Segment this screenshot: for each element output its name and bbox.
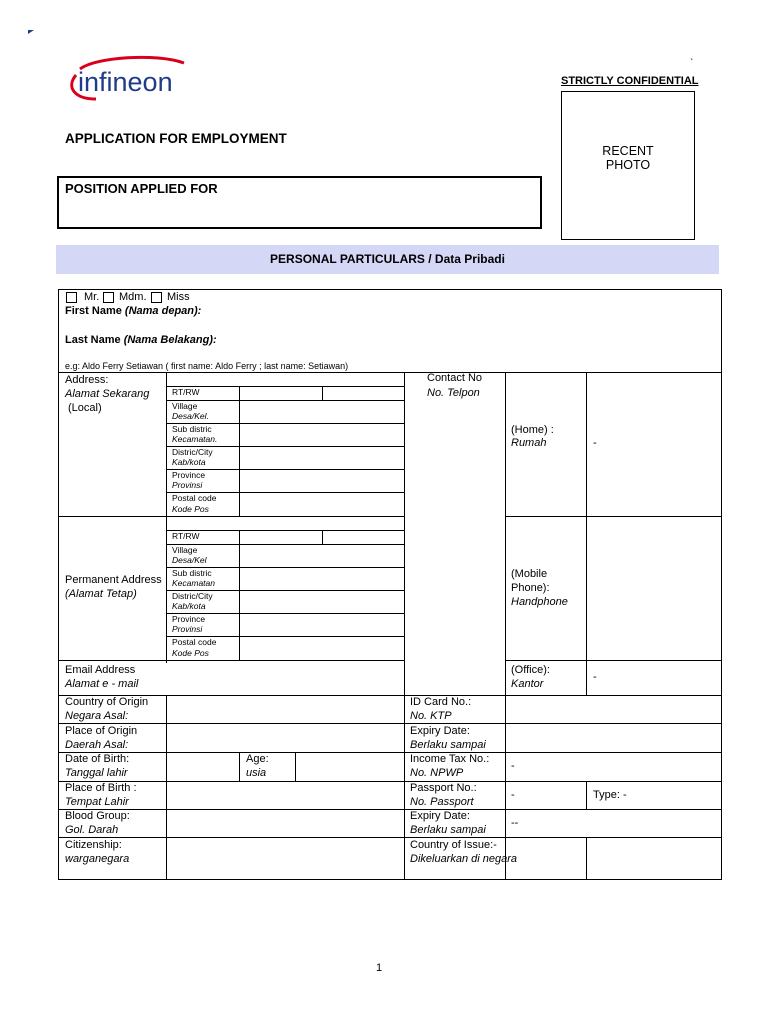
- perm-village-label: Village: [172, 545, 198, 555]
- personal-particulars-table: [58, 289, 722, 880]
- mdm-checkbox[interactable]: [103, 292, 114, 303]
- photo-label-line2: PHOTO: [605, 158, 651, 172]
- citizenship-sub: warganegara: [65, 853, 130, 865]
- country-origin-sub: Negara Asal:: [65, 710, 129, 722]
- local-village-sub: Desa/Kel.: [172, 411, 209, 421]
- local-province-sub: Provinsi: [172, 480, 203, 490]
- mobile-phone-label-1: (Mobile: [511, 568, 548, 580]
- passport-expiry-label: Expiry Date:: [410, 810, 470, 822]
- perm-village-sub: Desa/Kel: [172, 555, 207, 565]
- page-number: 1: [376, 962, 383, 974]
- perm-city-sub: Kab/kota: [172, 601, 206, 611]
- perm-rtrw-label: RT/RW: [172, 531, 200, 541]
- id-card-label: ID Card No.:: [410, 696, 472, 708]
- infineon-logo: [66, 55, 196, 105]
- position-applied-field[interactable]: [57, 176, 542, 229]
- office-phone-label: (Office):: [511, 664, 550, 676]
- email-sub: Alamat e - mail: [65, 678, 139, 690]
- perm-address-label: Permanent Address: [65, 574, 162, 586]
- dob-sub: Tanggal lahir: [65, 767, 128, 779]
- blood-group-sub: Gol. Darah: [65, 824, 119, 836]
- local-city-sub: Kab/kota: [172, 457, 206, 467]
- perm-city-label: Distric/City: [172, 591, 213, 601]
- tax-label: Income Tax No.:: [410, 753, 490, 765]
- miss-label: Miss: [167, 291, 190, 303]
- section-header: [56, 245, 719, 274]
- position-applied-label: POSITION APPLIED FOR: [65, 181, 218, 196]
- expiry-date-label: Expiry Date:: [410, 725, 470, 737]
- country-origin-label: Country of Origin: [65, 696, 149, 708]
- tick-mark: `: [690, 58, 694, 69]
- passport-value[interactable]: -: [511, 789, 515, 801]
- pob-sub: Tempat Lahir: [65, 796, 129, 808]
- local-rtrw-label: RT/RW: [172, 387, 200, 397]
- perm-subdistric-sub: Kecamatan: [172, 578, 215, 588]
- age-sub: usia: [246, 767, 267, 779]
- last-name-label: Last Name (Nama Belakang):: [65, 334, 217, 346]
- local-postal-label: Postal code: [172, 493, 217, 503]
- contact-no-label: Contact No: [427, 372, 483, 384]
- mr-checkbox[interactable]: [66, 292, 77, 303]
- mdm-label: Mdm.: [119, 291, 147, 303]
- recent-photo-box[interactable]: [561, 91, 695, 240]
- local-postal-sub: Kode Pos: [172, 504, 209, 514]
- contact-no-sub: No. Telpon: [427, 387, 480, 399]
- home-phone-sub: Rumah: [511, 437, 547, 449]
- local-subdistric-sub: Kecamatan.: [172, 434, 218, 444]
- mobile-phone-label-2: Phone):: [511, 582, 550, 594]
- office-phone-value[interactable]: -: [593, 671, 597, 683]
- age-label: Age:: [246, 753, 269, 765]
- perm-province-label: Province: [172, 614, 206, 624]
- home-phone-label: (Home) :: [511, 424, 554, 436]
- local-village-label: Village: [172, 401, 198, 411]
- tax-value[interactable]: -: [511, 760, 515, 772]
- mr-label: Mr.: [84, 291, 100, 303]
- perm-address-sub: (Alamat Tetap): [65, 588, 137, 600]
- passport-type[interactable]: Type: -: [593, 789, 627, 801]
- corner-mark: [28, 30, 34, 34]
- perm-postal-label: Postal code: [172, 637, 217, 647]
- local-province-label: Province: [172, 470, 206, 480]
- pob-label: Place of Birth :: [65, 782, 137, 794]
- address-label: Address:: [65, 374, 109, 386]
- passport-label: Passport No.:: [410, 782, 477, 794]
- blood-group-label: Blood Group:: [65, 810, 130, 822]
- page-title: APPLICATION FOR EMPLOYMENT: [65, 131, 287, 146]
- tax-sub: No. NPWP: [410, 767, 464, 779]
- address-local: (Local): [68, 402, 102, 414]
- passport-expiry-sub: Berlaku sampai: [410, 824, 486, 836]
- mobile-phone-sub: Handphone: [511, 596, 568, 608]
- country-issue-sub: Dikeluarkan di negara: [410, 853, 518, 865]
- expiry-date-sub: Berlaku sampai: [410, 739, 486, 751]
- country-issue-label: Country of Issue:-: [410, 839, 497, 851]
- name-example: e.g: Aldo Ferry Setiawan ( first name: Aldo Ferry ; last name: Setiawan): [65, 361, 349, 371]
- id-card-sub: No. KTP: [410, 710, 452, 722]
- svg-text:infineon: infineon: [78, 67, 173, 97]
- perm-subdistric-label: Sub distric: [172, 568, 212, 578]
- perm-province-sub: Provinsi: [172, 624, 203, 634]
- passport-expiry-value[interactable]: --: [511, 817, 519, 829]
- local-city-label: Distric/City: [172, 447, 213, 457]
- home-phone-value[interactable]: -: [593, 437, 597, 449]
- office-phone-sub: Kantor: [511, 678, 544, 690]
- passport-sub: No. Passport: [410, 796, 474, 808]
- strictly-confidential-label: STRICTLY CONFIDENTIAL: [561, 75, 699, 87]
- photo-label-line1: RECENT: [602, 144, 654, 158]
- section-title: PERSONAL PARTICULARS / Data Pribadi: [270, 252, 505, 266]
- email-label: Email Address: [65, 664, 136, 676]
- place-origin-label: Place of Origin: [65, 725, 138, 737]
- miss-checkbox[interactable]: [151, 292, 162, 303]
- first-name-label: First Name (Nama depan):: [65, 305, 202, 317]
- citizenship-label: Citizenship:: [65, 839, 122, 851]
- address-sub: Alamat Sekarang: [65, 388, 150, 400]
- local-subdistric-label: Sub distric: [172, 424, 212, 434]
- perm-postal-sub: Kode Pos: [172, 648, 209, 658]
- dob-label: Date of Birth:: [65, 753, 130, 765]
- place-origin-sub: Daerah Asal:: [65, 739, 129, 751]
